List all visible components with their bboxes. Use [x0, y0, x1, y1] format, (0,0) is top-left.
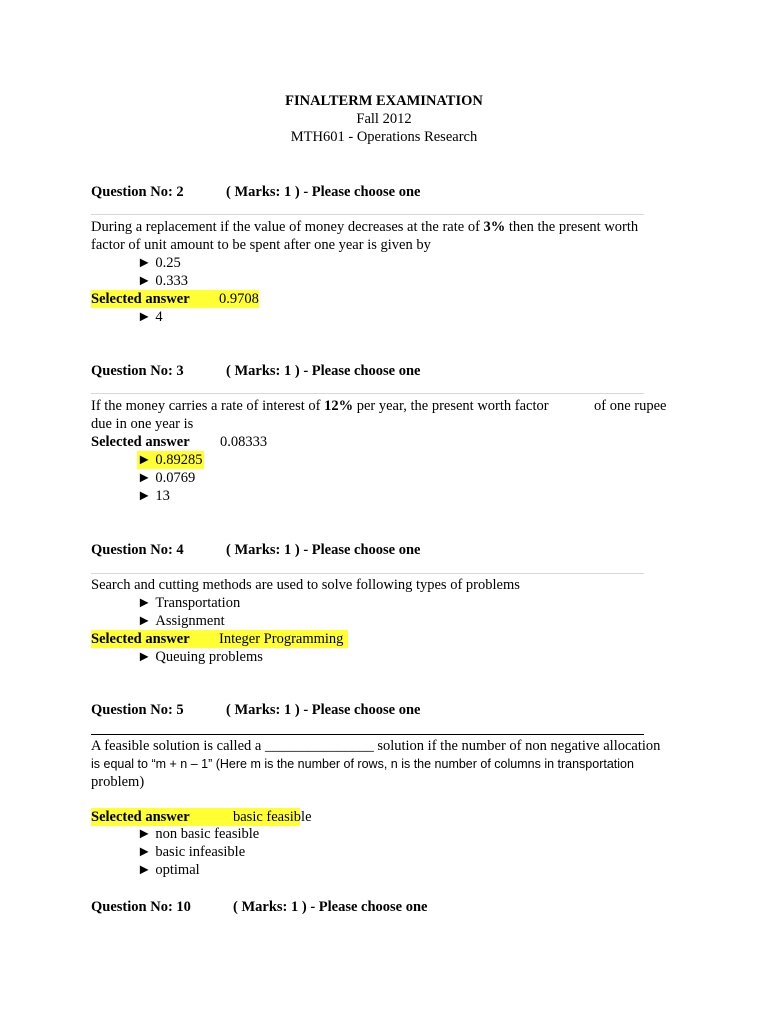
answer-option[interactable]: ► Queuing problems — [137, 649, 263, 665]
question-text-line: During a replacement if the value of money decreases at the rate of 3% then the present worth — [91, 219, 639, 235]
question-marks: ( Marks: 1 ) - Please choose one — [226, 184, 421, 200]
question-text-line: of one rupee — [594, 398, 667, 414]
question-text-line: A feasible solution is called a _______________ solution if the number of non negative allocation — [91, 738, 661, 754]
question-marks: ( Marks: 1 ) - Please choose one — [226, 542, 421, 558]
arrow-right-icon: ► — [137, 649, 152, 665]
arrow-right-icon: ► — [137, 826, 152, 842]
selected-answer-value[interactable]: 0.08333 — [220, 434, 268, 450]
question-text-line: If the money carries a rate of interest of 12% per year, the present worth factor — [91, 398, 549, 414]
question-text-line: factor of unit amount to be spent after one year is given by — [91, 237, 431, 253]
question-number: Question No: 3 — [91, 363, 184, 379]
answer-option[interactable]: ► 0.89285 — [137, 452, 203, 468]
answer-option[interactable]: ► non basic feasible — [137, 826, 260, 842]
exam-term: Fall 2012 — [356, 111, 412, 127]
question-divider — [91, 214, 644, 215]
question-divider — [91, 573, 644, 574]
arrow-right-icon: ► — [137, 488, 152, 504]
answer-option[interactable]: ► 13 — [137, 488, 170, 504]
answer-option[interactable]: ► 0.333 — [137, 273, 188, 289]
question-number: Question No: 2 — [91, 184, 184, 200]
arrow-right-icon: ► — [137, 309, 152, 325]
selected-answer-value[interactable]: Integer Programming — [219, 631, 344, 647]
arrow-right-icon: ► — [137, 255, 152, 271]
answer-option[interactable]: ► Transportation — [137, 595, 241, 611]
question-text-line: is equal to “m + n – 1” (Here m is the number of rows, n is the number of columns in transportation — [91, 757, 634, 771]
arrow-right-icon: ► — [137, 844, 152, 860]
selected-answer-value[interactable]: 0.9708 — [219, 291, 259, 307]
answer-option[interactable]: ► Assignment — [137, 613, 225, 629]
exam-title: FINALTERM EXAMINATION — [285, 93, 483, 109]
answer-option[interactable]: ► basic infeasible — [137, 844, 246, 860]
arrow-right-icon: ► — [137, 470, 152, 486]
answer-option[interactable]: ► 0.25 — [137, 255, 181, 271]
question-divider — [91, 734, 644, 735]
question-marks: ( Marks: 1 ) - Please choose one — [233, 899, 428, 915]
course-title: MTH601 - Operations Research — [290, 129, 478, 145]
selected-answer-label: Selected answer — [91, 434, 190, 450]
selected-answer-value[interactable]: basic feasible — [233, 809, 312, 825]
question-marks: ( Marks: 1 ) - Please choose one — [226, 702, 421, 718]
arrow-right-icon: ► — [137, 452, 152, 468]
question-text-line: Search and cutting methods are used to solve following types of problems — [91, 577, 520, 593]
answer-option[interactable]: ► 4 — [137, 309, 163, 325]
arrow-right-icon: ► — [137, 613, 152, 629]
selected-answer-label: Selected answer — [91, 809, 190, 825]
selected-answer-label: Selected answer — [91, 291, 190, 307]
question-number: Question No: 5 — [91, 702, 184, 718]
question-number: Question No: 10 — [91, 899, 191, 915]
arrow-right-icon: ► — [137, 273, 152, 289]
answer-option[interactable]: ► 0.0769 — [137, 470, 196, 486]
arrow-right-icon: ► — [137, 862, 152, 878]
question-number: Question No: 4 — [91, 542, 184, 558]
question-divider — [91, 393, 644, 394]
question-text-line: problem) — [91, 774, 145, 790]
answer-option[interactable]: ► optimal — [137, 862, 200, 878]
question-text-line: due in one year is — [91, 416, 194, 432]
selected-answer-label: Selected answer — [91, 631, 190, 647]
question-marks: ( Marks: 1 ) - Please choose one — [226, 363, 421, 379]
arrow-right-icon: ► — [137, 595, 152, 611]
